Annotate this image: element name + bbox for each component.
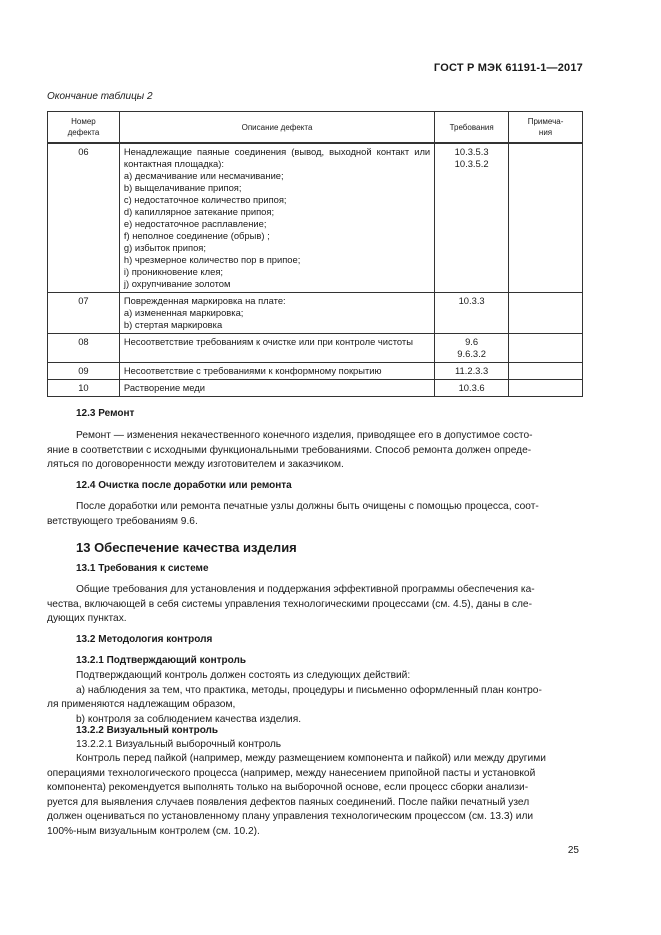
subsection-heading-13-2-2-1: 13.2.2.1 Визуальный выборочный контроль <box>76 739 282 750</box>
defect-item: а) десмачивание или несмачивание; <box>123 170 284 181</box>
table-row <box>48 363 583 380</box>
defect-item: j) охрупчивание золотом <box>123 278 231 289</box>
defect-item: b) стертая маркировка <box>123 319 223 330</box>
col-header-notes: Примеча- ния <box>509 112 583 144</box>
paragraph-line: компонента) рекомендуется выполнять только на выборочной основе, если процесс сборки анализи- <box>47 782 529 794</box>
paragraph-line: ляться по договоренности между изготовителем и заказчиком. <box>47 459 344 471</box>
defect-item: d) капиллярное затекание припоя; <box>123 206 275 217</box>
table-row <box>48 334 583 363</box>
paragraph-line: Ремонт — изменения некачественного конечного изделия, приводящее его в допустимое состо- <box>76 430 533 441</box>
table-header-row <box>48 112 583 144</box>
paragraph-line: После доработки или ремонта печатные узлы должны быть очищены с помощью процесса, соот- <box>76 501 539 512</box>
paragraph-line: дующих пунктах. <box>47 613 127 625</box>
paragraph-line: чества, включающей в себя системы управления технологическими процессами (см. 4.5), даны в сле- <box>47 598 532 610</box>
defect-item: е) недостаточное расплавление; <box>123 218 267 229</box>
defect-notes <box>509 334 583 363</box>
page-number: 25 <box>567 845 579 856</box>
defect-description: Поврежденная маркировка на плате: а) измененная маркировка; b) стертая маркировка <box>119 293 434 334</box>
section-13-2-2-1-text <box>47 752 583 840</box>
section-12-4-text <box>47 500 583 529</box>
defect-notes <box>509 143 583 293</box>
defect-description: Растворение меди <box>119 380 434 397</box>
paragraph-line: 100%-ным визуальным контролем (см. 10.2). <box>47 825 260 837</box>
defect-number: 06 <box>48 143 120 293</box>
section-13-2-1-text <box>47 669 583 727</box>
section-12-3-text <box>47 429 583 473</box>
col-header-requirements: Требования <box>435 112 509 144</box>
section-13-1-text <box>47 583 583 627</box>
section-heading-13-2-2: 13.2.2 Визуальный контроль <box>76 725 219 736</box>
defect-item: g) избыток припоя; <box>123 242 206 253</box>
table-row <box>48 380 583 397</box>
defect-item: f) неполное соединение (обрыв) ; <box>123 230 270 241</box>
section-heading-13: 13 Обеспечение качества изделия <box>76 540 297 555</box>
col-header-number: Номер дефекта <box>48 112 120 144</box>
list-item-b: b) контроля за соблюдением качества изделия. <box>76 713 302 725</box>
table-row <box>48 143 583 293</box>
defect-number: 10 <box>48 380 120 397</box>
paragraph-line: должен оцениваться по установленному плану управления технологическим процессом (см. 13.3) или <box>47 811 534 823</box>
defect-description: Ненадлежащие паяные соединения (вывод, выходной контакт или контактная площадка): а) десмачивание или несмачивание; b) выщелачивание припоя; с) недостаточное количество припоя; d) капиллярное затекание припоя; е) недостаточное расплавление; f) неполное соединение (обрыв) ; g) избыток припоя; h) чрезмерное количество пор в припое; i) проникновение клея; j) охрупчивание золотом <box>119 143 434 293</box>
defect-number: 08 <box>48 334 120 363</box>
defect-item: h) чрезмерное количество пор в припое; <box>123 254 301 265</box>
defect-item: i) проникновение клея; <box>123 266 224 277</box>
paragraph-line: руется для выявления случаев появления дефектов паяных соединений. После пайки печатный узел <box>47 796 530 808</box>
section-heading-12-3: 12.3 Ремонт <box>76 408 135 419</box>
defect-number: 07 <box>48 293 120 334</box>
paragraph-line: Общие требования для установления и поддержания эффективной программы обеспечения ка- <box>76 584 535 595</box>
defects-table <box>47 111 583 397</box>
list-item-a-cont: ля применяются надлежащим образом, <box>47 699 236 711</box>
paragraph-line: Подтверждающий контроль должен состоять из следующих действий: <box>76 670 411 681</box>
defect-notes <box>509 293 583 334</box>
defect-requirements: 10.3.6 <box>435 380 509 397</box>
section-heading-13-2-1: 13.2.1 Подтверждающий контроль <box>76 655 246 666</box>
table-row <box>48 293 583 334</box>
standard-designation: ГОСТ Р МЭК 61191-1—2017 <box>433 62 583 74</box>
section-heading-13-2: 13.2 Методология контроля <box>76 634 213 645</box>
paragraph-line: яние в соответствии с исходными функциональными требованиями. Способ ремонта должен опреде- <box>47 444 532 456</box>
defect-requirements: 10.3.3 <box>435 293 509 334</box>
section-heading-12-4: 12.4 Очистка после доработки или ремонта <box>76 480 292 491</box>
table-caption: Окончание таблицы 2 <box>47 91 153 102</box>
paragraph-line: ветствующего требованиям 9.6. <box>47 515 198 527</box>
defect-notes <box>509 380 583 397</box>
paragraph-line: Контроль перед пайкой (например, между размещением компонента и пайкой) или между другими <box>76 753 546 764</box>
defect-item: b) выщелачивание припоя; <box>123 182 242 193</box>
col-header-description: Описание дефекта <box>119 112 434 144</box>
defect-description: Несоответствие требованиям к очистке или при контроле чистоты <box>119 334 434 363</box>
defect-item: а) измененная маркировка; <box>123 307 244 318</box>
defect-requirements: 9.6 9.6.3.2 <box>435 334 509 363</box>
section-heading-13-1: 13.1 Требования к системе <box>76 563 209 574</box>
defect-requirements: 11.2.3.3 <box>435 363 509 380</box>
defect-notes <box>509 363 583 380</box>
defect-item: с) недостаточное количество припоя; <box>123 194 287 205</box>
defect-description: Несоответствие с требованиями к конформному покрытию <box>119 363 434 380</box>
defect-requirements: 10.3.5.3 10.3.5.2 <box>435 143 509 293</box>
paragraph-line: операциями технологического процесса (например, между нанесением припойной пасты и установкой <box>47 767 536 779</box>
list-item-a: а) наблюдения за тем, что практика, методы, процедуры и письменно оформленный план контро- <box>76 684 542 696</box>
defect-number: 09 <box>48 363 120 380</box>
